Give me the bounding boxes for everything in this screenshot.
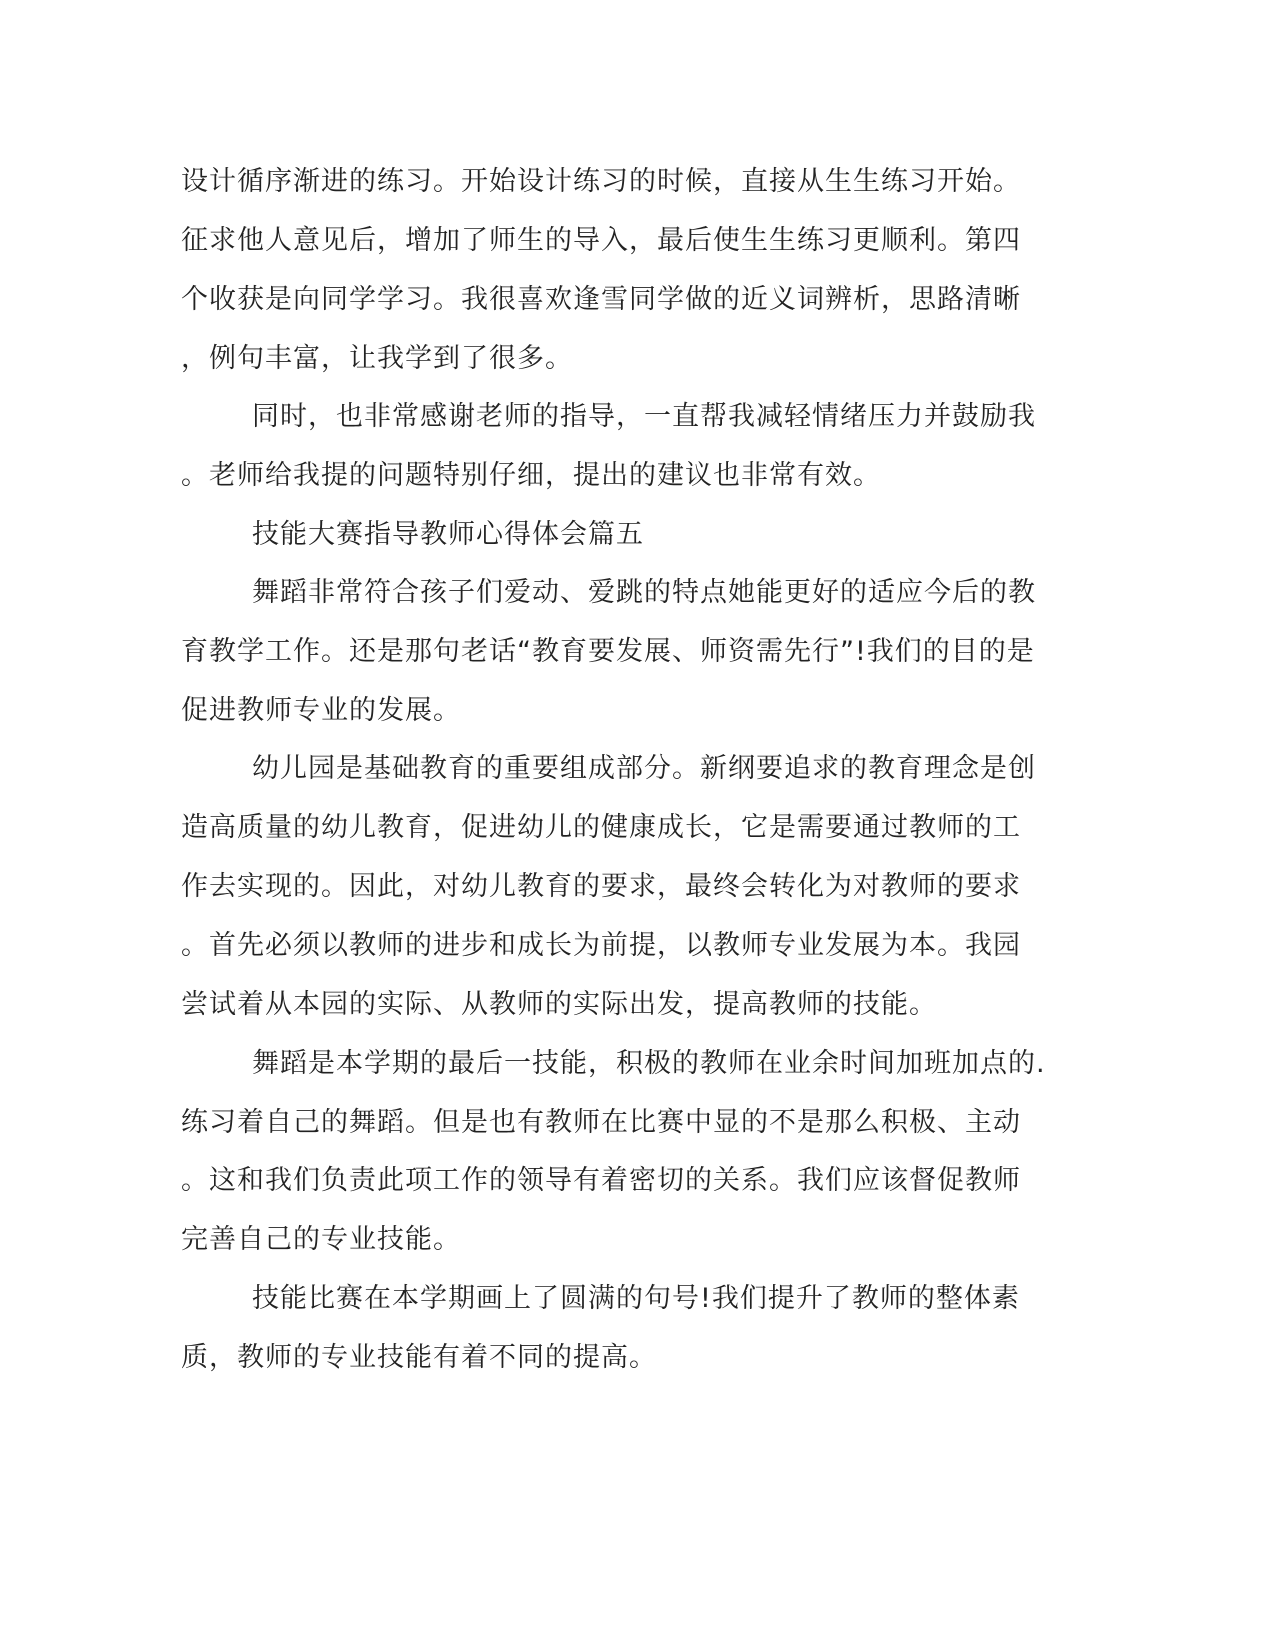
text-line: 。这和我们负责此项工作的领导有着密切的关系。我们应该督促教师	[181, 1165, 1021, 1196]
text-line: 练习着自己的舞蹈。但是也有教师在比赛中显的不是那么积极、主动	[181, 1107, 1021, 1138]
text-line: 舞蹈是本学期的最后一技能，积极的教师在业余时间加班加点的.	[252, 1048, 1046, 1079]
text-line: 造高质量的幼儿教育，促进幼儿的健康成长，它是需要通过教师的工	[181, 812, 1021, 843]
text-line: 完善自己的专业技能。	[181, 1224, 461, 1255]
text-line: 个收获是向同学学习。我很喜欢逢雪同学做的近义词辨析，思路清晰	[181, 284, 1021, 315]
text-line: 幼儿园是基础教育的重要组成部分。新纲要追求的教育理念是创	[252, 753, 1036, 784]
text-line: 。首先必须以教师的进步和成长为前提，以教师专业发展为本。我园	[181, 930, 1021, 961]
text-line: ，例句丰富，让我学到了很多。	[181, 343, 573, 374]
text-line: 设计循序渐进的练习。开始设计练习的时候，直接从生生练习开始。	[181, 166, 1021, 197]
text-line: 舞蹈非常符合孩子们爱动、爱跳的特点她能更好的适应今后的教	[252, 577, 1036, 608]
text-line: 促进教师专业的发展。	[181, 695, 461, 726]
text-line: 征求他人意见后，增加了师生的导入，最后使生生练习更顺利。第四	[181, 225, 1021, 256]
text-line: 质，教师的专业技能有着不同的提高。	[181, 1342, 657, 1373]
text-line: 尝试着从本园的实际、从教师的实际出发，提高教师的技能。	[181, 989, 937, 1020]
section-heading: 技能大赛指导教师心得体会篇五	[252, 519, 644, 550]
text-line: 作去实现的。因此，对幼儿教育的要求，最终会转化为对教师的要求	[181, 871, 1021, 902]
text-line: 技能比赛在本学期画上了圆满的句号!我们提升了教师的整体素	[252, 1283, 1020, 1314]
text-line: 育教学工作。还是那句老话“教育要发展、师资需先行”!我们的目的是	[181, 636, 1035, 667]
text-line: 。老师给我提的问题特别仔细，提出的建议也非常有效。	[181, 460, 881, 491]
text-line: 同时，也非常感谢老师的指导，一直帮我减轻情绪压力并鼓励我	[252, 401, 1036, 432]
